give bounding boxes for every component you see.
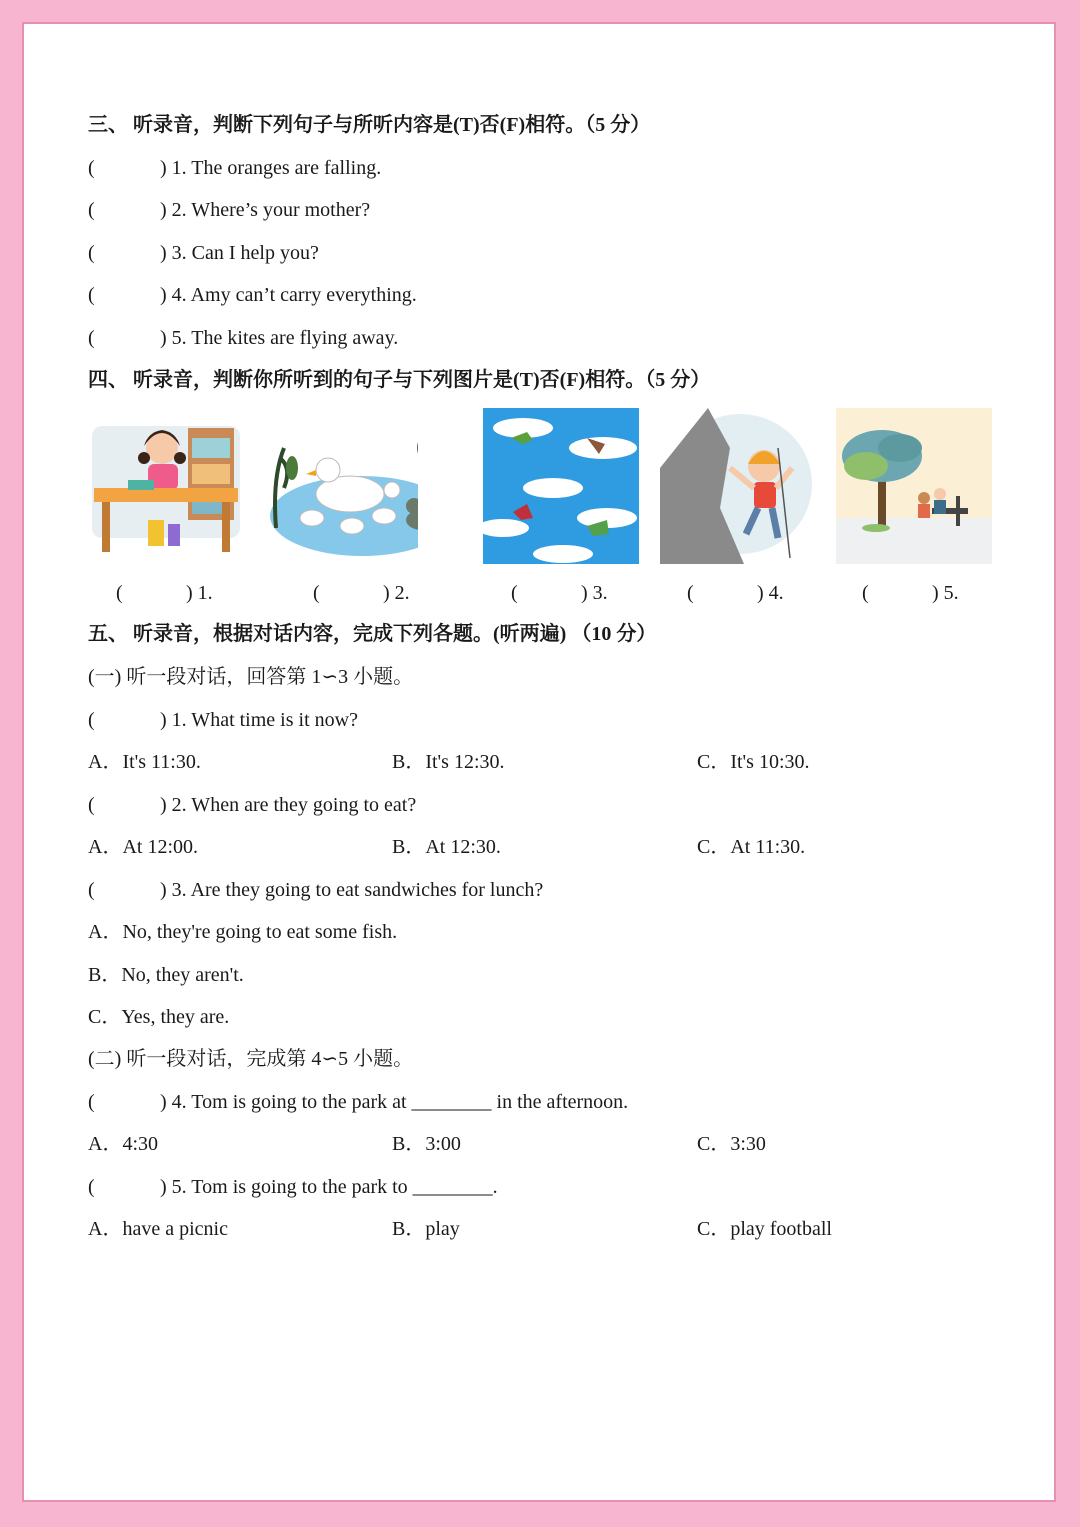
q5: ( ) 5. Tom is going to the park to ________. — [88, 1176, 498, 1198]
picture-girl-cleaning — [88, 408, 244, 564]
answer-bracket[interactable]: ( — [313, 582, 320, 604]
q1: ( ) 1. What time is it now? — [88, 709, 358, 731]
picture-label-3: ( ) 3. — [511, 582, 608, 604]
part2-title: (二) 听一段对话，完成第 4∽5 小题。 — [88, 1048, 414, 1070]
q1-option-c[interactable]: C．It's 10:30. — [697, 751, 810, 773]
s3-item-5: ( ) 5. The kites are flying away. — [88, 327, 399, 349]
picture-label-2: ( ) 2. — [313, 582, 410, 604]
s3-item-3: ( ) 3. Can I help you? — [88, 242, 319, 264]
picture-label-4: ( ) 4. — [687, 582, 784, 604]
answer-bracket[interactable]: ( — [88, 879, 95, 901]
answer-bracket[interactable]: ( — [88, 199, 95, 221]
q4-option-c[interactable]: C．3:30 — [697, 1133, 766, 1155]
q5-option-c[interactable]: C．play football — [697, 1218, 832, 1240]
q1-option-a[interactable]: A．It's 11:30. — [88, 751, 201, 773]
answer-bracket[interactable]: ( — [88, 284, 95, 306]
q2-option-c[interactable]: C．At 11:30. — [697, 836, 806, 858]
answer-bracket[interactable]: ( — [88, 1091, 95, 1113]
q3-option-c[interactable]: C．Yes, they are. — [88, 1006, 230, 1028]
picture-park-bench — [836, 408, 992, 564]
section5-heading: 五、 听录音，根据对话内容，完成下列各题。(听两遍) （10 分） — [88, 623, 657, 645]
q3-option-a[interactable]: A．No, they're going to eat some fish. — [88, 921, 398, 943]
answer-bracket[interactable]: ( — [88, 1176, 95, 1198]
answer-bracket[interactable]: ( — [88, 794, 95, 816]
answer-bracket[interactable]: ( — [88, 242, 95, 264]
picture-label-1: ( ) 1. — [116, 582, 213, 604]
s3-item-4: ( ) 4. Amy can’t carry everything. — [88, 284, 417, 306]
answer-bracket[interactable]: ( — [511, 582, 518, 604]
section3-heading: 三、 听录音，判断下列句子与所听内容是(T)否(F)相符。（5 分） — [88, 114, 651, 136]
q4-option-b[interactable]: B．3:00 — [392, 1133, 461, 1155]
picture-ducks-pond — [262, 408, 418, 564]
q4-option-a[interactable]: A．4:30 — [88, 1133, 158, 1155]
q1-option-b[interactable]: B．It's 12:30. — [392, 751, 505, 773]
answer-bracket[interactable]: ( — [687, 582, 694, 604]
answer-bracket[interactable]: ( — [88, 327, 95, 349]
picture-label-5: ( ) 5. — [862, 582, 959, 604]
section4-heading: 四、 听录音，判断你所听到的句子与下列图片是(T)否(F)相符。（5 分） — [88, 369, 711, 391]
answer-bracket[interactable]: ( — [88, 157, 95, 179]
part1-title: (一) 听一段对话，回答第 1∽3 小题。 — [88, 666, 414, 688]
q2-option-a[interactable]: A．At 12:00. — [88, 836, 198, 858]
answer-bracket[interactable]: ( — [862, 582, 869, 604]
q3-option-b[interactable]: B．No, they aren't. — [88, 964, 244, 986]
picture-birds-sky — [483, 408, 639, 564]
q4: ( ) 4. Tom is going to the park at ________ in the afternoon. — [88, 1091, 629, 1113]
q5-option-b[interactable]: B．play — [392, 1218, 460, 1240]
q2: ( ) 2. When are they going to eat? — [88, 794, 417, 816]
q2-option-b[interactable]: B．At 12:30. — [392, 836, 501, 858]
answer-bracket[interactable]: ( — [116, 582, 123, 604]
answer-bracket[interactable]: ( — [88, 709, 95, 731]
q5-option-a[interactable]: A．have a picnic — [88, 1218, 228, 1240]
picture-rock-climbing — [660, 408, 816, 564]
s3-item-1: ( ) 1. The oranges are falling. — [88, 157, 382, 179]
s3-item-2: ( ) 2. Where’s your mother? — [88, 199, 371, 221]
q3: ( ) 3. Are they going to eat sandwiches for lunch? — [88, 879, 544, 901]
